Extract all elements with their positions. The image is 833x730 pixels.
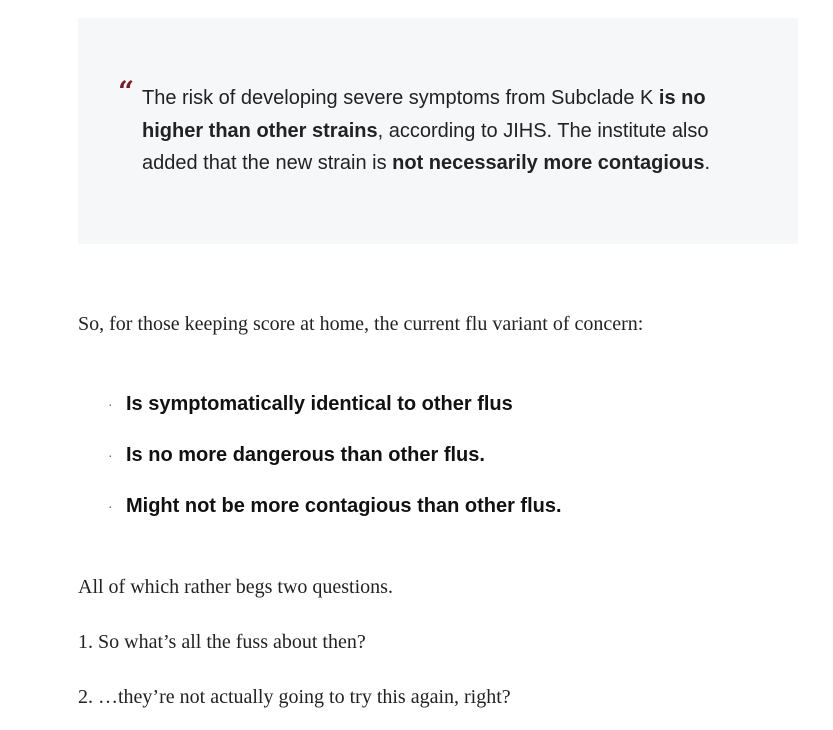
quote-bold-1: is no higher than other strains	[142, 87, 706, 142]
blockquote-text	[142, 82, 762, 180]
list-item-text: Is symptomatically identical to other flus	[126, 393, 513, 415]
bullet-icon: ·	[108, 447, 113, 463]
list-item-text: Might not be more contagious than other flus.	[126, 495, 562, 517]
quote-text-3: .	[704, 152, 711, 174]
intro-paragraph: So, for those keeping score at home, the current flu variant of concern:	[78, 313, 644, 335]
bullet-icon: ·	[108, 396, 113, 412]
blockquote	[78, 18, 798, 244]
question-1: 1. So what’s all the fuss about then?	[78, 631, 366, 653]
closing-paragraph: All of which rather begs two questions.	[78, 576, 393, 598]
quote-mark-icon: “	[118, 75, 135, 108]
quote-text-1: The risk of developing severe symptoms from Subclade K	[142, 87, 659, 109]
bullet-icon: ·	[108, 498, 113, 514]
quote-bold-2: not necessarily more contagious	[392, 152, 705, 174]
quote-text-2: , according to JIHS. The institute also added that the new strain is	[142, 119, 709, 174]
question-2: 2. …they’re not actually going to try this again, right?	[78, 686, 511, 708]
list-item-text: Is no more dangerous than other flus.	[126, 444, 485, 466]
